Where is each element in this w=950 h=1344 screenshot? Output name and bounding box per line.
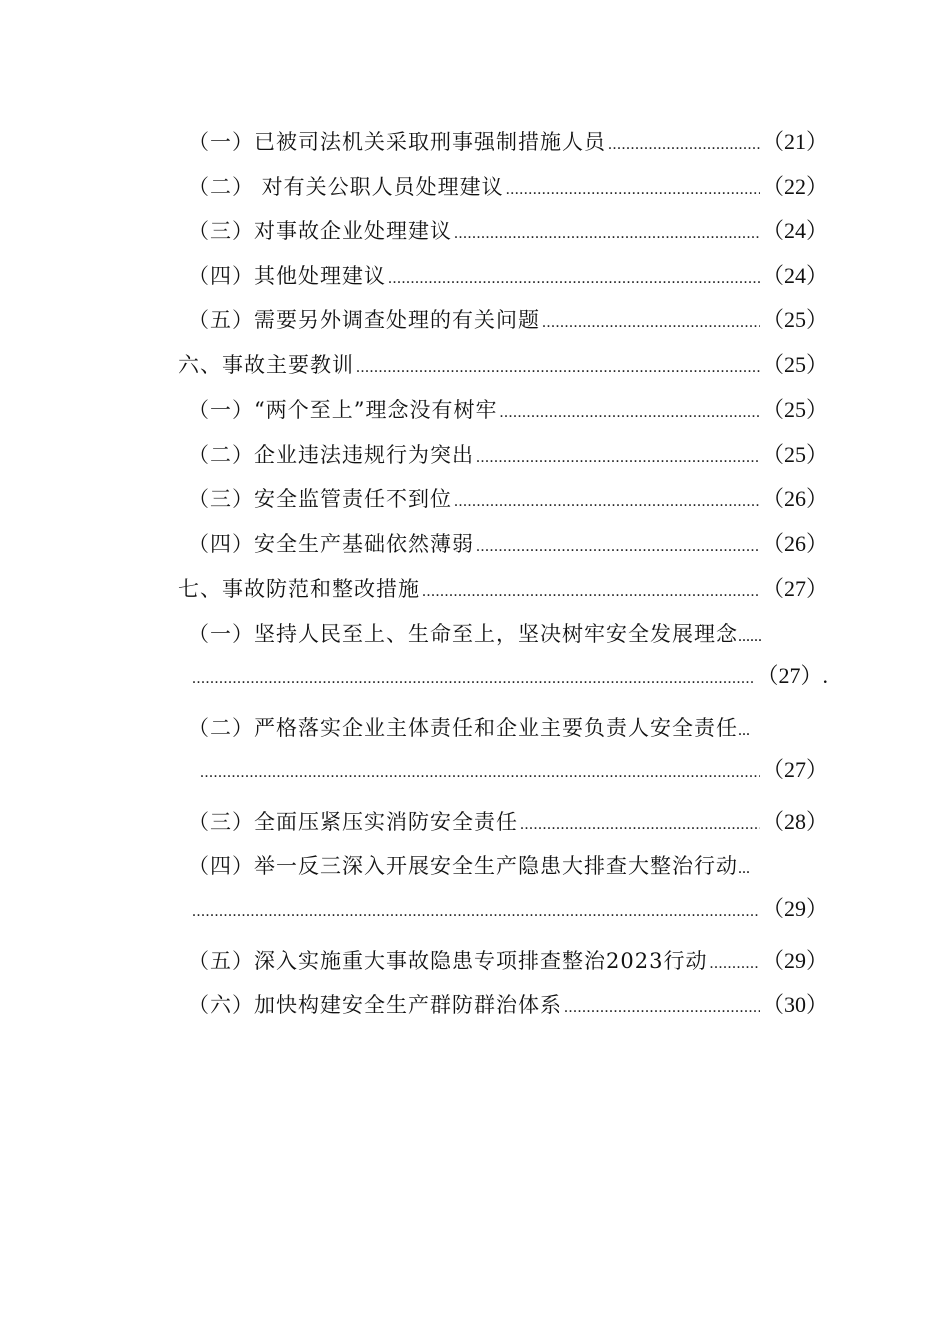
toc-entry[interactable] xyxy=(188,990,828,1023)
toc-entry-title: （三）对事故企业处理建议 xyxy=(188,219,452,243)
toc-entry-continuation[interactable] xyxy=(190,661,828,694)
toc-entry-title: （四）安全生产基础依然薄弱 xyxy=(188,532,474,556)
toc-entry-title: （一）“两个至上”理念没有树牢 xyxy=(188,398,498,422)
toc-entry[interactable] xyxy=(188,305,828,338)
toc-entry[interactable] xyxy=(188,261,828,294)
dot-leader xyxy=(564,993,760,1023)
toc-page-number: （25） xyxy=(761,352,828,377)
toc-entry-title: （二）企业违法违规行为突出 xyxy=(188,443,474,467)
dot-leader xyxy=(356,353,760,383)
toc-entry-title: （五）需要另外调查处理的有关问题 xyxy=(188,308,540,332)
dot-leader xyxy=(506,175,760,205)
toc-entry[interactable] xyxy=(188,807,828,840)
toc-entry-continuation[interactable] xyxy=(198,755,828,788)
toc-entry[interactable] xyxy=(188,172,828,205)
dot-leader: ... xyxy=(738,722,750,739)
toc-entry[interactable] xyxy=(188,216,828,249)
toc-entry[interactable] xyxy=(188,619,828,652)
toc-entry[interactable] xyxy=(188,127,828,160)
toc-entry-title: （四）举一反三深入开展安全生产隐患大排查大整治行动 xyxy=(188,854,738,878)
dot-leader xyxy=(454,487,760,517)
toc-page-number: （24） xyxy=(761,218,828,243)
toc-entry[interactable] xyxy=(188,946,828,979)
toc-page-number: （28） xyxy=(761,809,828,834)
toc-page-number: （25） xyxy=(761,397,828,422)
toc-entry-title: （三）安全监管责任不到位 xyxy=(188,487,452,511)
toc-page-number: （29） xyxy=(761,948,828,973)
toc-entry-title: （三）全面压紧压实消防安全责任 xyxy=(188,810,518,834)
toc-page-number: （24） xyxy=(761,263,828,288)
dot-leader xyxy=(499,398,760,428)
toc-page-number: （21） xyxy=(761,129,828,154)
toc-page-number: （26） xyxy=(761,531,828,556)
toc-entry[interactable] xyxy=(188,484,828,517)
toc-page-number: （25） xyxy=(761,307,828,332)
toc-entry-title: （二） 对有关公职人员处理建议 xyxy=(188,175,504,199)
toc-page-number: （29） xyxy=(761,896,828,921)
toc-entry[interactable] xyxy=(188,395,828,428)
toc-entry-title: （五）深入实施重大事故隐患专项排查整治2023行动 xyxy=(188,949,708,973)
dot-leader xyxy=(709,949,760,979)
toc-entry-title: （四）其他处理建议 xyxy=(188,264,386,288)
toc-page-number: （30） xyxy=(761,992,828,1017)
dot-leader xyxy=(388,264,760,294)
dot-leader xyxy=(520,810,760,840)
dot-leader xyxy=(192,664,754,694)
toc-chapter-title: 六、事故主要教训 xyxy=(178,353,354,377)
toc-entry-title: （一）坚持人民至上、生命至上，坚决树牢安全发展理念 xyxy=(188,622,738,646)
dot-leader xyxy=(542,308,760,338)
toc-entry[interactable] xyxy=(188,713,828,746)
dot-leader xyxy=(192,897,760,927)
toc-entry-continuation[interactable] xyxy=(190,894,828,927)
dot-leader xyxy=(608,130,760,160)
toc-entry-title: （二）严格落实企业主体责任和企业主要负责人安全责任 xyxy=(188,716,738,740)
toc-page-number: （26） xyxy=(761,486,828,511)
toc-chapter-entry[interactable] xyxy=(178,574,828,607)
toc-chapter-title: 七、事故防范和整改措施 xyxy=(178,577,420,601)
dot-leader xyxy=(422,577,760,607)
toc-page-number: （27）. xyxy=(756,663,828,688)
toc-entry-title: （一）已被司法机关采取刑事强制措施人员 xyxy=(188,130,606,154)
dot-leader xyxy=(200,758,760,788)
toc-entry-title: （六）加快构建安全生产群防群治体系 xyxy=(188,993,562,1017)
toc-entry[interactable] xyxy=(188,440,828,473)
dot-leader xyxy=(476,532,760,562)
toc-page-number: （27） xyxy=(761,576,828,601)
toc-chapter-entry[interactable] xyxy=(178,350,828,383)
toc-page-number: （25） xyxy=(761,442,828,467)
toc-page-number: （27） xyxy=(761,757,828,782)
dot-leader: ... xyxy=(738,860,750,877)
dot-leader xyxy=(454,219,760,249)
toc-entry[interactable] xyxy=(188,851,828,884)
dot-leader: ...... xyxy=(738,628,762,645)
dot-leader xyxy=(476,443,760,473)
toc-entry[interactable] xyxy=(188,529,828,562)
toc-page-number: （22） xyxy=(761,174,828,199)
